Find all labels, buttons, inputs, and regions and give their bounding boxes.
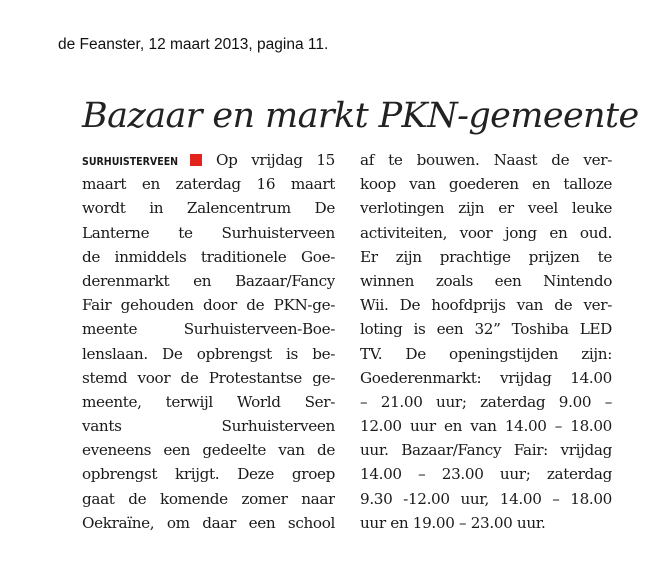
- article-text-line: opbrengst krijgt. Deze groep: [82, 465, 335, 484]
- article-text-line: verlotingen zijn er veel leuke: [360, 199, 612, 218]
- article-text-line: Wii. De hoofdprijs van de ver-: [360, 296, 612, 315]
- article-headline: Bazaar en markt PKN-gemeente: [82, 96, 639, 136]
- article-column-right: [360, 148, 612, 535]
- article-text-line: derenmarkt en Bazaar/Fancy: [82, 271, 335, 290]
- article-text-line: Op vrijdag 15: [216, 151, 335, 169]
- article-text-line: Goederenmarkt: vrijdag 14.00: [360, 368, 612, 387]
- article-text-line: koop van goederen en talloze: [360, 175, 612, 194]
- article-text-line: winnen zoals een Nintendo: [360, 271, 612, 290]
- article-text-line: – 21.00 uur; zaterdag 9.00 –: [360, 392, 612, 411]
- article-text-line: eveneens een gedeelte van de: [82, 441, 335, 460]
- article-text-line: af te bouwen. Naast de ver-: [360, 151, 612, 169]
- article-text-line: maart en zaterdag 16 maart: [82, 175, 335, 194]
- article-text-line: Lanterne te Surhuisterveen: [82, 223, 335, 242]
- article-text-line: lenslaan. De opbrengst is be-: [82, 344, 335, 363]
- article-column-left: [82, 148, 335, 535]
- article-text-line: Er zijn prachtige prijzen te: [360, 247, 612, 266]
- source-citation: de Feanster, 12 maart 2013, pagina 11.: [58, 36, 329, 53]
- article-text-line: TV. De openingstijden zijn:: [360, 344, 612, 363]
- article-text-line: 9.30 -12.00 uur, 14.00 – 18.00: [360, 489, 612, 508]
- article-first-line: [82, 148, 335, 172]
- red-square-marker: [190, 154, 202, 166]
- article-text-line: 14.00 – 23.00 uur; zaterdag: [360, 465, 612, 484]
- article-text-line: wordt in Zalencentrum De: [82, 199, 335, 218]
- article-text-line: uur. Bazaar/Fancy Fair: vrijdag: [360, 441, 612, 460]
- article-text-line: de inmiddels traditionele Goe-: [82, 247, 335, 266]
- article-text-line: gaat de komende zomer naar: [82, 489, 335, 508]
- article-text-line: 12.00 uur en van 14.00 – 18.00: [360, 417, 612, 436]
- article-text-line: vants Surhuisterveen: [82, 417, 335, 436]
- article-text-line: Fair gehouden door de PKN-ge-: [82, 296, 335, 315]
- article-text-line: uur en 19.00 – 23.00 uur.: [360, 513, 546, 532]
- article-text-line: Oekraïne, om daar een school: [82, 513, 335, 532]
- dateline: SURHUISTERVEEN: [82, 155, 179, 168]
- article-text-line: loting is een 32” Toshiba LED: [360, 320, 612, 339]
- article-text-line: activiteiten, voor jong en oud.: [360, 223, 612, 242]
- article-text-line: meente Surhuisterveen-Boe-: [82, 320, 335, 339]
- article-text-line: stemd voor de Protestantse ge-: [82, 368, 335, 387]
- article-text-line: meente, terwijl World Ser-: [82, 392, 335, 411]
